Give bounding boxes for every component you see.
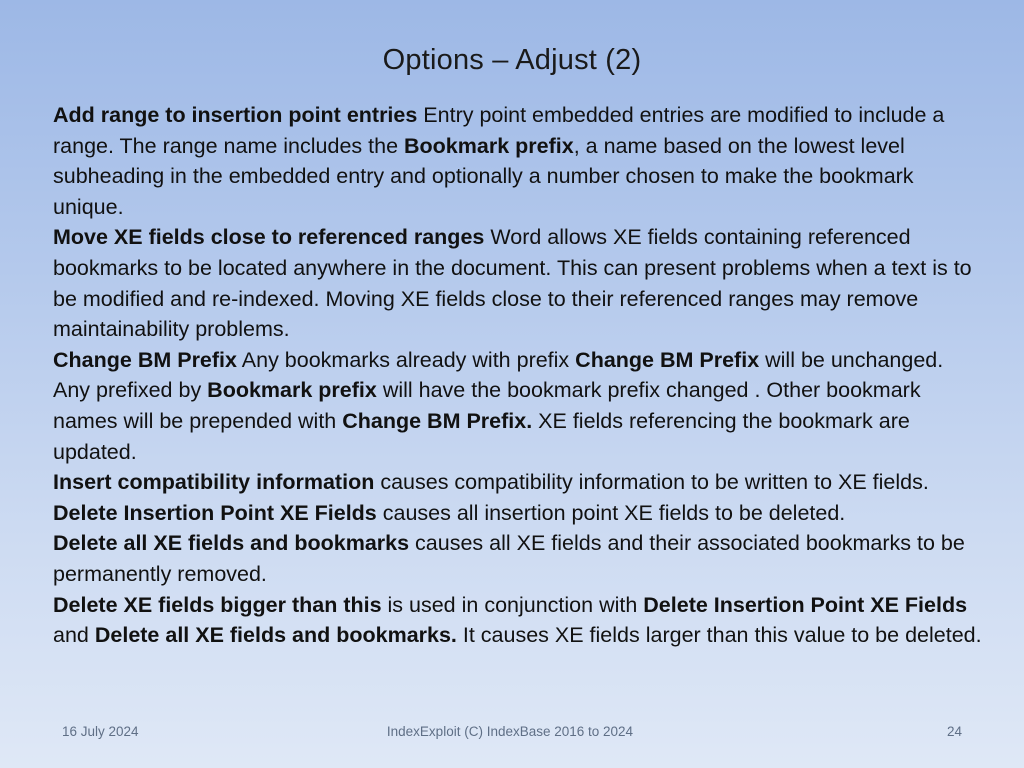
footer-date: 16 July 2024 [62, 724, 139, 739]
term-add-range: Add range to insertion point entries [53, 103, 418, 127]
text-segment: XE fields referencing the bookmark are updated. [53, 408, 910, 464]
text-segment: will have the bookmark prefix changed . Other bookmark names will be prepended with [53, 378, 921, 433]
term-bookmark-prefix: Bookmark prefix [404, 133, 574, 158]
text-segment: , a name based on the lowest level subheading in the embedded entry and optionally a number chosen to make the bookmark unique. [53, 133, 914, 219]
slide-title: Options – Adjust (2) [382, 44, 642, 76]
paragraph-delete-insertion-point [53, 498, 983, 529]
paragraph-move-xe-fields [53, 222, 983, 344]
term-delete-bigger: Delete XE fields bigger than this [53, 592, 382, 617]
term-change-bm-prefix: Change BM Prefix. [342, 408, 533, 433]
paragraph-insert-compatibility [53, 467, 983, 498]
footer-copyright: IndexExploit (C) IndexBase 2016 to 2024 [386, 724, 634, 739]
term-delete-insertion-point: Delete Insertion Point XE Fields [643, 592, 968, 617]
term-change-bm-prefix: Change BM Prefix [53, 347, 237, 372]
text-segment: Word allows XE fields containing referenced bookmarks to be located anywhere in the document. This can present problems when a text is to be modified and re-indexed. Moving XE fields close to their referenced ranges may remove maintainability problems. [53, 225, 972, 342]
term-bookmark-prefix: Bookmark prefix [207, 378, 377, 403]
text-segment: and [53, 623, 95, 648]
term-delete-insertion-point: Delete Insertion Point XE Fields [53, 500, 377, 525]
text-segment: will be unchanged. Any prefixed by [53, 347, 944, 403]
term-move-xe-fields: Move XE fields close to referenced ranges [53, 225, 485, 250]
paragraph-change-bm-prefix [53, 345, 983, 467]
paragraph-delete-bigger [53, 590, 983, 651]
term-delete-all-xe: Delete all XE fields and bookmarks [53, 531, 410, 556]
text-segment: Any bookmarks already with prefix [236, 347, 576, 372]
text-segment: causes all insertion point XE fields to be deleted. [376, 500, 846, 525]
slide-number: 24 [946, 724, 962, 739]
slide-body [53, 100, 983, 651]
text-segment: It causes XE fields larger than this value to be deleted. [456, 623, 982, 648]
term-insert-compatibility: Insert compatibility information [53, 470, 375, 495]
term-change-bm-prefix: Change BM Prefix [575, 347, 760, 372]
text-segment: causes compatibility information to be written to XE fields. [374, 470, 929, 495]
paragraph-add-range [53, 100, 983, 222]
paragraph-delete-all-xe [53, 528, 983, 589]
term-delete-all-xe: Delete all XE fields and bookmarks. [94, 623, 457, 648]
text-segment: Entry point embedded entries are modified to include a range. The range name includes the [53, 103, 945, 158]
text-segment: is used in conjunction with [381, 592, 644, 617]
text-segment: causes all XE fields and their associated bookmarks to be permanently removed. [53, 531, 965, 586]
